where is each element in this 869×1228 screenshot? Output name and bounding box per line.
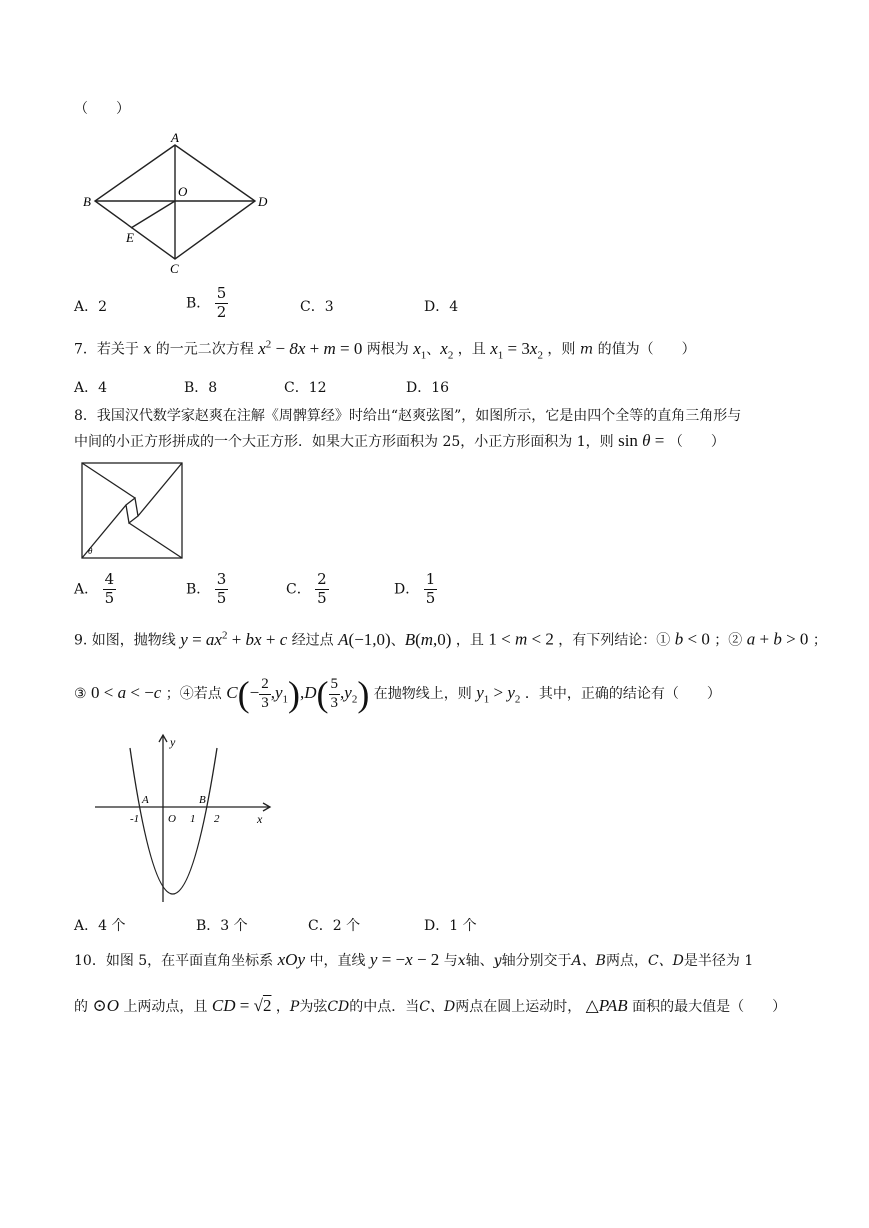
q7-option-d: D．16: [406, 380, 450, 396]
q6-option-b: B． $\frac{5}{2}$: [186, 284, 227, 321]
label-O: O: [178, 184, 188, 199]
q9-stem-line2: ③ 0 < a < −c ；④若点 C(− $\frac{2}{3}$ $,y_1),D$( $\frac{5}{3}$ $,y_2$) 在抛物线上，则 $y_1 > y_2$ ．其中，正确的结论有（ ）: [74, 674, 721, 714]
q8-stem-line2: 中间的小正方形拼成的一个大正方形．如果大正方形面积为 25，小正方形面积为 1，则 sin θ = （ ）: [74, 431, 725, 450]
q8-zhao-shuang-figure: [80, 461, 186, 561]
q8-sin-theta: sin θ =: [618, 431, 665, 450]
q9-option-a: A．4 个: [74, 918, 126, 934]
q6-rhombus-figure: [80, 128, 280, 278]
q7-condition: $x_1 = 3x_2$: [490, 338, 543, 362]
label-B: B: [83, 194, 91, 209]
label-E: E: [126, 230, 134, 245]
q7-roots: $x_1$、$x_2$: [413, 338, 454, 362]
graph-A-label: A: [142, 794, 149, 806]
q6-answer-paren: （ ）: [74, 101, 130, 117]
label-C: C: [170, 261, 179, 276]
q6-option-d: D．4: [424, 299, 459, 315]
q9-option-c: C．2 个: [308, 918, 361, 934]
q8-option-d: D． $\frac{1}{5}$: [394, 570, 436, 607]
graph-tick-1: 1: [190, 813, 196, 825]
graph-tick-2: 2: [214, 813, 220, 825]
q10-stem-line2: 的 ⊙O 上两动点，且 CD = √2 ，P为弦CD的中点．当C、D两点在圆上运动时， △PAB 面积的最大值是（ ）: [74, 996, 787, 1015]
q9-option-d: D．1 个: [424, 918, 477, 934]
q7-equation: $x^2 - 8x + m = 0$: [258, 338, 363, 358]
q6-option-c: C．3: [300, 299, 334, 315]
q8-option-b: B． $\frac{3}{5}$: [186, 570, 227, 607]
q10-stem-line1: 10．如图 5，在平面直角坐标系 xOy 中，直线 y = −x − 2 与x轴、y轴分别交于A、B两点，C、D是半径为 1: [74, 950, 754, 969]
q9-parabola-graph: [90, 730, 280, 910]
q9-option-b: B．3 个: [196, 918, 248, 934]
q6-option-a: A．2: [74, 299, 108, 315]
graph-B-label: B: [199, 794, 206, 806]
q9-stem-line1: 9. 如图，抛物线 $y = ax^2$ + bx + c 经过点 A(−1,0)、B(m,0) ，且 1 < m < 2 ，有下列结论：① b < 0 ；② a + b > 0 ；: [74, 629, 827, 649]
q7-option-b: B．8: [184, 380, 218, 396]
label-D: D: [258, 194, 268, 209]
q8-theta-label: θ: [88, 546, 93, 556]
q6-option-b-fraction: $\frac{5}{2}$: [216, 284, 227, 321]
label-A: A: [171, 130, 179, 145]
q8-option-a: A． $\frac{4}{5}$: [74, 570, 115, 607]
graph-O-label: O: [168, 813, 176, 825]
graph-tick-minus1: -1: [130, 813, 140, 825]
graph-x-label: x: [257, 812, 263, 826]
q7-option-c: C．12: [284, 380, 327, 396]
q7-stem: 7．若关于 x 的一元二次方程 $x^2 - 8x + m = 0$ 两根为 $x_1$、$x_2$ ，且 $x_1 = 3x_2$ ，则 m 的值为（ ）: [74, 338, 696, 362]
graph-y-label: y: [170, 735, 176, 749]
q8-option-c: C． $\frac{2}{5}$: [286, 570, 327, 607]
q7-option-a: A．4: [74, 380, 108, 396]
q8-stem-line1: 8．我国汉代数学家赵爽在注解《周髀算经》时给出“赵爽弦图”，如图所示，它是由四个全等的直角三角形与: [74, 408, 742, 424]
